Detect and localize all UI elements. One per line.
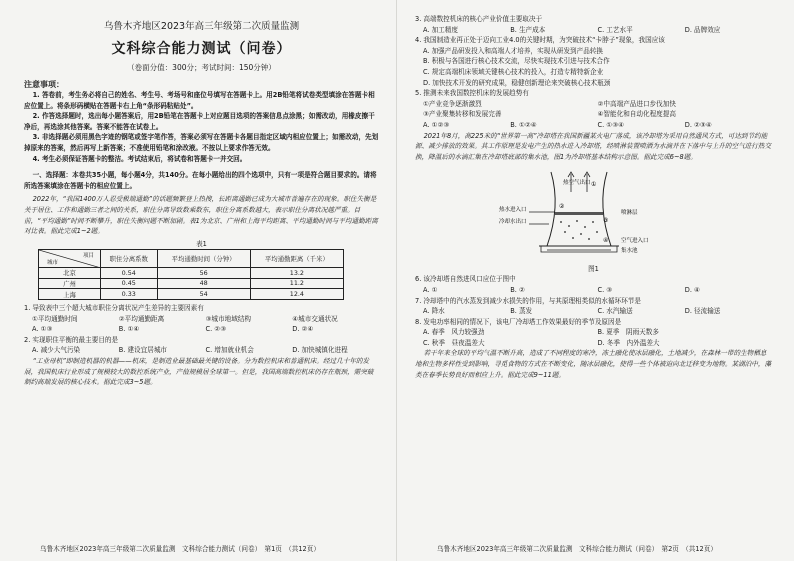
- note-1: 1. 答卷前，考生务必将自己的姓名、考生号、考场号和座位号填写在答题卡上。用2B铅笔将试卷类型填涂在答题卡相应位置上。将条形码横贴在答题卡右上角“条形码粘贴处”。: [24, 91, 375, 110]
- question-6-stem: 6. 该冷却塔自然进风口应位于图中: [415, 275, 516, 284]
- table-row: [39, 267, 344, 278]
- question-item: ①平均通勤时间: [32, 314, 78, 323]
- marker-1: ①: [591, 181, 597, 189]
- answer-option: A. 降水: [423, 307, 445, 316]
- answer-option: C. 水汽输送: [597, 307, 633, 316]
- answer-option: D. ②③④: [684, 120, 712, 129]
- answer-option: D. 径流输送: [684, 307, 721, 316]
- answer-option: A. ①③: [32, 325, 53, 334]
- question-3-options: [415, 25, 772, 36]
- label-hot-water: 热水进入口: [499, 207, 527, 214]
- corner-label-bottom: 城市: [47, 259, 59, 266]
- question-item: ③城市地域结构: [205, 314, 251, 323]
- answer-option: C. ③: [597, 285, 613, 294]
- table-cell: 54: [157, 289, 250, 300]
- table-row: [39, 289, 344, 300]
- table-cell: 13.2: [250, 267, 343, 278]
- answer-option: B. ①②④: [510, 120, 537, 129]
- answer-option: C. 规定高端机床领域关键核心技术的投入，打造专精特新企业: [423, 67, 604, 76]
- notes-title: 注意事项：: [24, 80, 64, 89]
- question-item: ④智能化和自动化程度提高: [597, 110, 676, 119]
- question-2-stem: 2. 实现职住平衡的最主要目的是: [24, 335, 119, 344]
- question-item: ①产业竞争逐渐激烈: [423, 99, 482, 108]
- table-header-cell: 平均通勤距离（千米）: [250, 249, 343, 267]
- page-2: [397, 0, 794, 561]
- question-2-options: [24, 345, 379, 356]
- answer-option: C. ②③: [205, 325, 227, 334]
- table-row: [39, 278, 344, 289]
- answer-option: C. 增加就业机会: [205, 346, 254, 355]
- answer-option: D. 加快城镇化进程: [292, 346, 348, 355]
- answer-option: A. 加工精度: [423, 25, 458, 34]
- table-header-cell: 平均通勤时间（分钟）: [157, 249, 250, 267]
- data-table: [38, 249, 344, 300]
- answer-option: A. 春季 风力较强劲: [423, 328, 485, 337]
- figure-caption: 图1: [588, 265, 599, 274]
- question-6-options: [415, 285, 772, 296]
- answer-option: B. ②: [510, 285, 525, 294]
- water-drops: [560, 220, 598, 240]
- table-caption: 表1: [196, 239, 207, 248]
- question-1-items: [24, 314, 379, 325]
- table-cell: 12.4: [250, 289, 343, 300]
- passage-1: 2022年，“我国1400万人忍受极端通勤”的话题频繁登上热搜，长距离通勤已成为大城市普遍存在的现象。职住失衡是关于居住、工作和通勤三者之间的关系，职住分离导致数乘数东，职住分离系数越大，表示职住分离状况越严重。目前，“平均通勤”时间不断攀升，职住失衡问题不断加剧。表1为北京、广州和上海平均距离、平均通勤时间与平均通勤距离对比表。据此完成1~2题。: [24, 195, 378, 236]
- answer-option: A. 减少大气污染: [32, 346, 81, 355]
- label-pool: 集水池: [621, 248, 638, 255]
- question-7-options: [415, 306, 772, 317]
- question-8-options: [415, 327, 772, 348]
- answer-option: D. 品牌效应: [684, 25, 721, 34]
- question-8-stem: 8. 发电功率相同的情况下，该电厂冷却塔工作效果最好的季节及原因是: [415, 317, 622, 326]
- note-3: 3. 非选择题必须用黑色字迹的钢笔或签字笔作答，答案必须写在答题卡各题目指定区域内相应位置上；如需改动，先划掉原来的答案，然后再写上新答案；不准使用铅笔和涂改液。不按以上要求作答无效。: [24, 133, 379, 152]
- answer-option: D. ②④: [292, 325, 314, 334]
- question-5-stem: 5. 推测未来我国数控机床的发展趋势有: [415, 89, 529, 98]
- table-header-row: [39, 249, 344, 267]
- table-cell: 48: [157, 278, 250, 289]
- section-title: 一、选择题：本卷共35小题，每小题4分，共140分。在每小题给出的四个选项中，只有一项是符合题目要求的。请将所选答案填涂在答题卡的相应位置上。: [24, 171, 377, 190]
- note-4: 4. 考生必须保证答题卡的整洁。考试结束后，将试卷和答题卡一并交回。: [32, 154, 247, 163]
- answer-option: B. 蒸发: [510, 307, 533, 316]
- question-5-items: [415, 99, 772, 120]
- table-cell-city: 广州: [39, 278, 101, 289]
- exam-subtitle: 乌鲁木齐地区2023年高三年级第二次质量监测: [103, 21, 300, 32]
- table-cell: 0.45: [101, 278, 158, 289]
- answer-option: A. 加强产品研发投入和高端人才培养，实现从研发到产品转换: [423, 46, 604, 55]
- question-item: ④城市交通状况: [292, 314, 338, 323]
- question-item: ③产业聚集转移和发展完善: [423, 110, 502, 119]
- answer-option: D. ④: [684, 285, 700, 294]
- question-item: ②中高端产品进口步伐加快: [597, 99, 676, 108]
- answer-option: B. ①④: [118, 325, 140, 334]
- passage-4: 若干年来全球的平均气温不断升高，造成了不同程度的寒冷，冻土融化使冰层融化，土地减少，在森林一带的生物栖息地和生物多样性受到影响，寻觅食物的方式在不断变化，随冰层融化，使得一些个体被迫向北迁移变为地物。某湖泊中，藻类在春季长势良好而相应上升。据此完成9~11题。: [415, 349, 772, 379]
- table-cell: 0.54: [101, 267, 158, 278]
- label-air-inlet: 空气进入口: [621, 238, 649, 245]
- answer-option: B. 积极与各国进行核心技术交流，尽快实现技术引进与技术合作: [423, 57, 610, 66]
- question-7-stem: 7. 冷却塔中的汽水蒸发到减少水损失的作用，与其原理相类似的水循环环节是: [415, 296, 641, 305]
- answer-option: C. 工艺水平: [597, 25, 633, 34]
- marker-2: ②: [559, 203, 565, 211]
- answer-option: C. 秋季 昼夜温差大: [423, 338, 485, 347]
- answer-option: A. ①②③: [423, 120, 450, 129]
- marker-4: ④: [603, 237, 609, 245]
- table-cell-city: 北京: [39, 267, 101, 278]
- label-cold-water: 冷却水出口: [499, 219, 527, 226]
- spray-layer: [555, 212, 603, 215]
- label-spray: 喷淋层: [621, 210, 638, 217]
- page-footer: 乌鲁木齐地区2023年高三年级第二次质量监测 文科综合能力测试（问卷） 第2页 （共12页）: [437, 545, 717, 553]
- exam-title: 文科综合能力测试（问卷）: [111, 41, 292, 57]
- answer-option: B. 建设宜居城市: [118, 346, 168, 355]
- answer-option: D. 加快技术开发的研究成果，稳健创新理论来突破核心技术瓶颈: [423, 78, 611, 87]
- table-header-cell: 职住分离系数: [101, 249, 158, 267]
- cooling-tower-diagram: [499, 166, 679, 258]
- question-1-options: [24, 324, 379, 335]
- answer-option: D. 冬季 内外温差大: [597, 338, 660, 347]
- marker-3: ③: [603, 217, 609, 225]
- answer-option: A. ①: [423, 285, 438, 294]
- answer-option: B. 生产成本: [510, 25, 546, 34]
- question-4-stem: 4. 我国制造业再正处于迈向工业4.0的关键时期，为突破技术“卡脖子”现象，我国应该: [415, 36, 665, 45]
- question-3-stem: 3. 高端数控机床的核心产业价值主要取决于: [415, 15, 543, 23]
- label-air-outlet: 热空气出口: [563, 180, 591, 187]
- table-cell-city: 上海: [39, 289, 101, 300]
- question-1-stem: 1. 导致表中三个超大城市职住分离状况产生差异的主要因素有: [24, 304, 204, 313]
- page-footer: 乌鲁木齐地区2023年高三年级第二次质量监测 文科综合能力测试（问卷） 第1页 （共12页）: [40, 545, 320, 553]
- answer-option: C. ①③④: [597, 120, 625, 129]
- table-cell: 11.2: [250, 278, 343, 289]
- passage-2: “工业母机”即制造机器的机器——机床，是制造业最基础最关键的设备。分为数控机床和普通机床。经过几十年的发展，我国机床行业形成了规模较大的数控系统产业，产值规模居全球第一。但是，我国高端数控机床仍存在瓶颈，需突破制约高端发展的核心技术。据此完成3~5题。: [24, 357, 374, 387]
- question-5-options: [415, 120, 772, 131]
- question-item: ②平均通勤距离: [118, 314, 165, 323]
- note-2: 2. 作答选择题时，选出每小题答案后，用2B铅笔在答题卡上对应题目选项的答案信息点涂黑；如需改动，用橡皮擦干净后，再选涂其他答案。答案不能答在试卷上。: [24, 112, 375, 131]
- table-corner-cell: [39, 249, 101, 267]
- passage-3: 2021年8月，高225米的“世界第一高”冷却塔在我国新疆某火电厂落成，该冷却塔为采用自然通风方式，可达到节约能源、减少排放的效果。其工作原理是发电产生的热水进入冷却塔，经喷淋装置喷洒为水滴并在下落中与上升的空气进行热交换，降温后的水滴汇集在冷却塔底部的集水池，图1为冷却塔基本结构示意图。据此完成6~8题。: [415, 131, 772, 161]
- answer-option: B. 夏季 阴雨天数多: [597, 328, 659, 337]
- table-cell: 0.33: [101, 289, 158, 300]
- corner-label-top: 项目: [82, 252, 94, 259]
- exam-meta: （卷面分值：300分；考试时间：150分钟）: [127, 63, 276, 72]
- table-cell: 56: [157, 267, 250, 278]
